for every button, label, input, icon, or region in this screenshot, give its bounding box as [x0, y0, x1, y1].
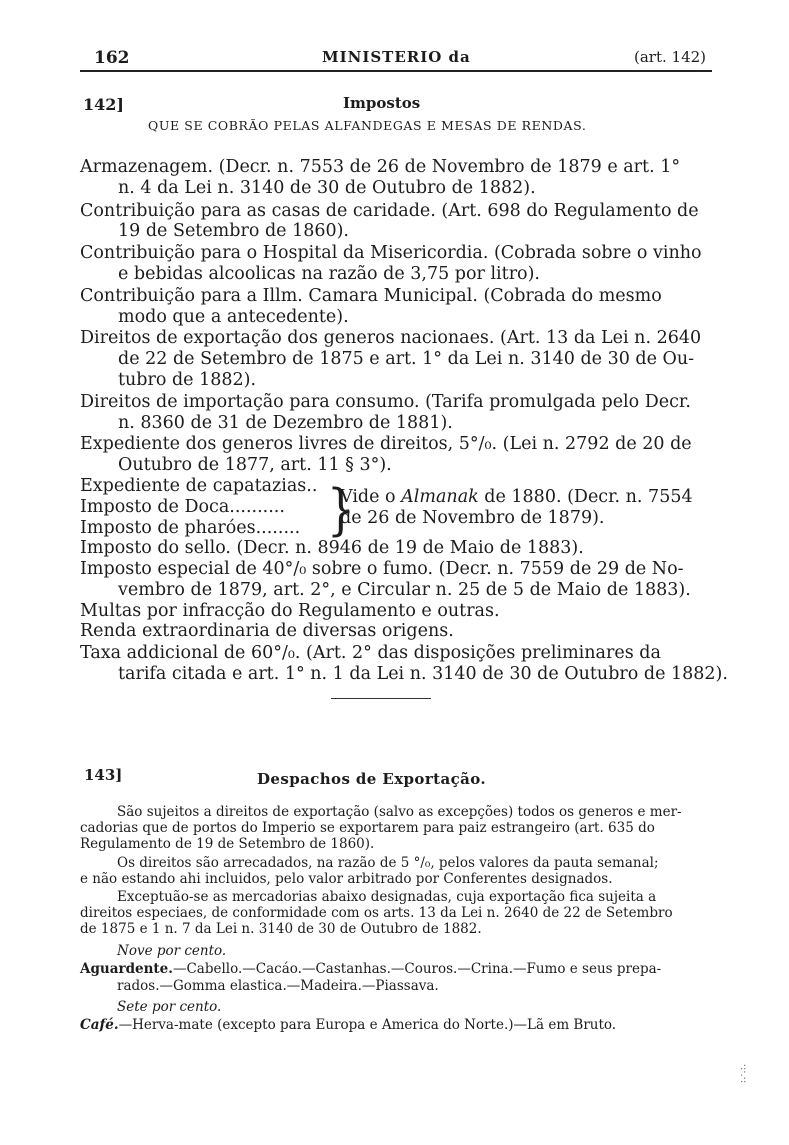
text-line: Multas por infracção do Regulamento e outras.	[80, 601, 500, 621]
text-line: Renda extraordinaria de diversas origens.	[80, 621, 454, 641]
running-title: MINISTERIO da	[322, 48, 471, 66]
text-line: e não estando ahi incluidos, pelo valor arbitrado por Conferentes designados.	[80, 871, 613, 887]
section-divider	[331, 698, 431, 699]
text-line: Regulamento de 19 de Setembro de 1860).	[80, 836, 375, 852]
bracket-note: de 26 de Novembro de 1879).	[340, 508, 605, 528]
text-line: n. 8360 de 31 de Dezembro de 1881).	[118, 413, 453, 433]
text-line: São sujeitos a direitos de exportação (salvo as excepções) todos os generos e mer-	[117, 804, 682, 820]
text-line: Expediente dos generos livres de direitos, 5°/₀. (Lei n. 2792 de 20 de	[80, 434, 692, 454]
text-line: Direitos de exportação dos generos nacionaes. (Art. 13 da Lei n. 2640	[80, 328, 702, 348]
text-line: Os direitos são arrecadados, na razão de 5 °/₀, pelos valores da pauta semanal;	[117, 855, 659, 871]
article-reference: (art. 142)	[634, 48, 707, 66]
text-line: de 1875 e 1 n. 7 da Lei n. 3140 de 30 de Outubro de 1882.	[80, 921, 482, 937]
text-line	[80, 1017, 616, 1033]
text-line: Direitos de importação para consumo. (Tarifa promulgada pelo Decr.	[80, 392, 691, 412]
text-line: direitos especiaes, de conformidade com os arts. 13 da Lei n. 2640 de 22 de Setembro	[80, 905, 673, 921]
print-specks: ·:·.·:	[738, 1063, 750, 1084]
section-number: 142]	[83, 95, 124, 114]
text-line: rados.—Gomma elastica.—Madeira.—Piassava.	[117, 978, 439, 994]
section-number: 143]	[84, 766, 123, 784]
text-line: tubro de 1882).	[118, 370, 257, 390]
text-line: tarifa citada e art. 1° n. 1 da Lei n. 3140 de 30 de Outubro de 1882).	[118, 664, 728, 684]
curly-brace: }	[327, 478, 355, 543]
text-line: 19 de Setembro de 1860).	[118, 221, 349, 241]
section-title: Despachos de Exportação.	[257, 770, 487, 788]
text-line	[80, 961, 661, 977]
text-line: de 22 de Setembro de 1875 e art. 1° da Lei n. 3140 de 30 de Ou-	[118, 349, 695, 369]
bracket-note: Vide o Almanak de 1880. (Decr. n. 7554	[340, 487, 693, 507]
item-text: —Cabello.—Cacáo.—Castanhas.—Couros.—Crina.—Fumo e seus prepa-	[172, 961, 662, 977]
text-line: Contribuição para a Illm. Camara Municipal. (Cobrada do mesmo	[80, 286, 662, 306]
text-line: Armazenagem. (Decr. n. 7553 de 26 de Novembro de 1879 e art. 1°	[80, 157, 681, 177]
text-line: cadorias que de portos do Imperio se exportarem para paiz estrangeiro (art. 635 do	[80, 820, 655, 836]
text-line: Contribuição para o Hospital da Misericordia. (Cobrada sobre o vinho	[80, 243, 702, 263]
item-text: —Herva-mate (excepto para Europa e America do Norte.)—Lã em Bruto.	[118, 1017, 617, 1033]
text-line: Imposto do sello. (Decr. n. 8946 de 19 de Maio de 1883).	[80, 538, 584, 558]
bracket-item: Imposto de pharóes........	[80, 518, 301, 538]
text-line: n. 4 da Lei n. 3140 de 30 de Outubro de 1882).	[118, 178, 536, 198]
item-lead: Aguardente.	[80, 961, 173, 977]
subheading: Sete por cento.	[117, 999, 222, 1015]
item-lead: Café.	[80, 1017, 119, 1033]
page-number: 162	[94, 48, 130, 68]
section-subtitle: QUE SE COBRÃO PELAS ALFANDEGAS E MESAS DE RENDAS.	[148, 118, 587, 133]
text-line: vembro de 1879, art. 2°, e Circular n. 25 de 5 de Maio de 1883).	[118, 580, 691, 600]
header-rule	[80, 70, 712, 72]
text-line: Taxa addicional de 60°/₀. (Art. 2° das disposições preliminares da	[80, 643, 661, 663]
text-line: Exceptuão-se as mercadorias abaixo designadas, cuja exportação fica sujeita a	[117, 889, 657, 905]
subheading: Nove por cento.	[117, 943, 227, 959]
text-line: e bebidas alcoolicas na razão de 3,75 por litro).	[118, 264, 540, 284]
text-line: Outubro de 1877, art. 11 § 3°).	[118, 455, 392, 475]
section-title: Impostos	[343, 94, 421, 112]
text-line: modo que a antecedente).	[118, 307, 349, 327]
text-line: Imposto especial de 40°/₀ sobre o fumo. (Decr. n. 7559 de 29 de No-	[80, 559, 684, 579]
bracket-item: Imposto de Doca..........	[80, 497, 285, 517]
bracket-item: Expediente de capatazias..	[80, 476, 318, 496]
text-line: Contribuição para as casas de caridade. (Art. 698 do Regulamento de	[80, 201, 699, 221]
